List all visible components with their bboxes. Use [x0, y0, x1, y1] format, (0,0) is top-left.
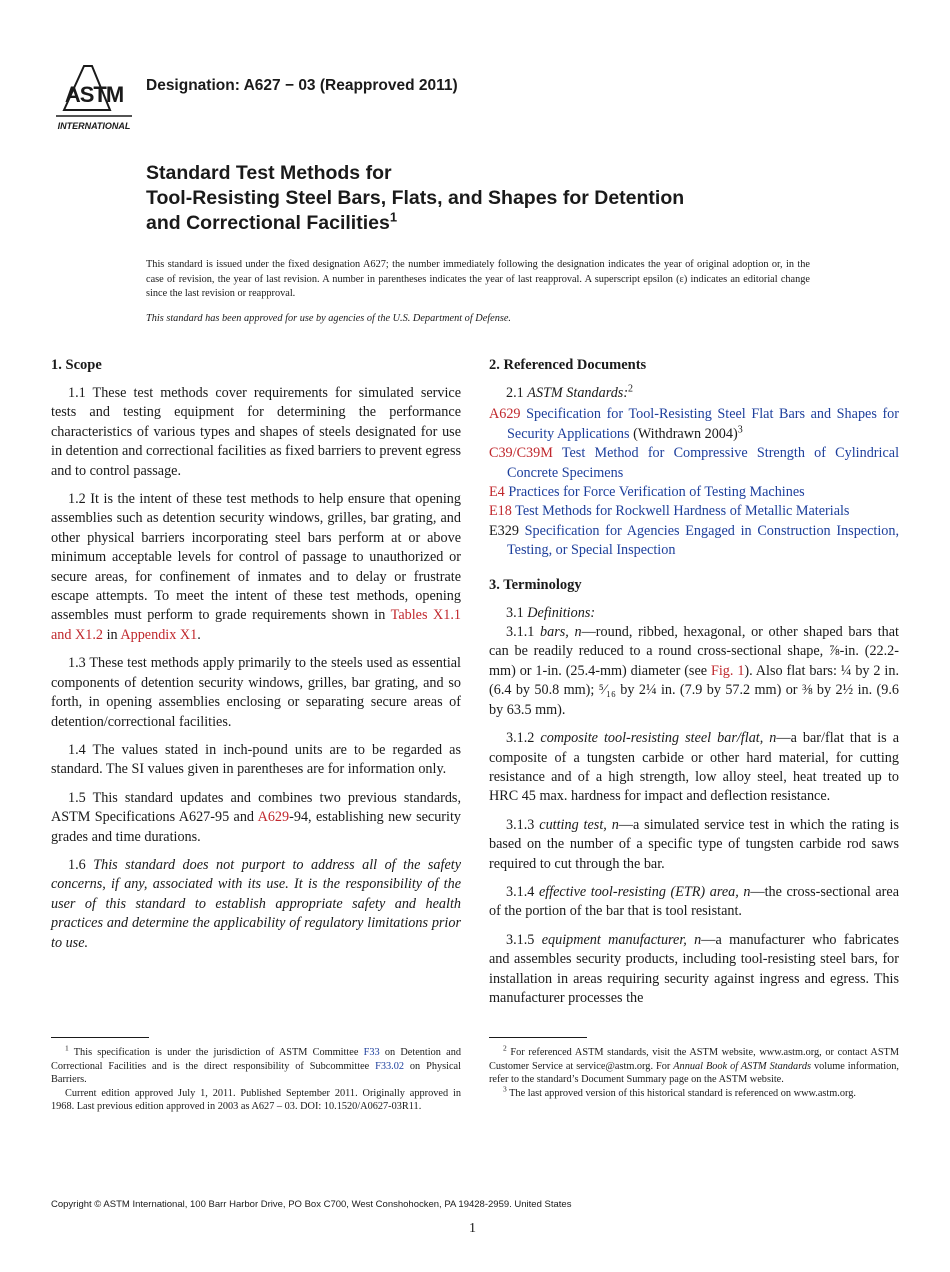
- reference-item: [489, 522, 899, 561]
- ref-title-link[interactable]: Test Methods for Rockwell Hardness of Metallic Materials: [515, 503, 850, 520]
- title-footnote-mark[interactable]: 1: [389, 209, 398, 225]
- f33-02-link[interactable]: F33.02: [375, 1060, 405, 1072]
- f33-link[interactable]: F33: [363, 1047, 380, 1058]
- footnote-2: $^2$ For referenced ASTM standards, visit the ASTM website, www.astm.org, or contact ASTM Customer Service at service@astm.org. For Annual Book of ASTM Standards volume information, refer to the standard’s Document Summary page on the ASTM website.: [489, 1043, 900, 1086]
- footnote-rule-left: [51, 1037, 149, 1038]
- designation: Designation: A627 − 03 (Reapproved 2011): [146, 77, 458, 94]
- ref-code: E329: [489, 522, 519, 539]
- tables-x1-link[interactable]: Tables X1.1 and X1.2: [51, 607, 461, 643]
- term-3-1-4: 3.1.4 effective tool-resisting (ETR) area, n—the cross-sectional area of the portion of the bar that is tool resistant.: [489, 883, 900, 920]
- footnote-1-edition: Current edition approved July 1, 2011. Published September 2011. Originally approved in 1968. Last previous edition approved in 2003 as A627 – 03. DOI: 10.1520/A0627-03R11.: [51, 1087, 461, 1113]
- ref-code-link[interactable]: E18: [489, 503, 512, 520]
- document-title: [146, 161, 846, 236]
- reference-item: [489, 483, 899, 502]
- a629-link[interactable]: A629: [257, 809, 290, 826]
- para-1-5: 1.5 This standard updates and combines two previous standards, ASTM Specifications A627-95 and A629-94, establishing new security grades and time durations.: [51, 789, 461, 845]
- para-1-6: 1.6 This standard does not purport to address all of the safety concerns, if any, associated with its use. It is the responsibility of the user of this standard to establish appropriate safety and health practices and determine the applicability of regulatory limitations prior to use.: [51, 856, 461, 951]
- para-1-3: 1.3 These test methods apply primarily to the steels used as essential components of detention security windows, grilles, bar grating, and so forth, in opening assemblies enclosing or separating secure areas of detention/correctional facilities.: [51, 655, 461, 730]
- svg-text:ASTM: ASTM: [64, 82, 124, 107]
- footnote-rule-right: [489, 1037, 587, 1038]
- reference-item: [489, 502, 899, 521]
- reference-item: [489, 444, 899, 483]
- references-heading: 2. Referenced Documents: [489, 357, 647, 373]
- term-3-1-2: 3.1.2 composite tool-resisting steel bar/flat, n—a bar/flat that is a composite of a tungsten carbide or other hard material, for cutting resistance and of a high strength, low alloy steel, heat treated up to HRC 45 max. hardness for impact and deflection resistance.: [489, 730, 899, 805]
- astm-logo: [52, 58, 136, 132]
- reference-item: A629 Specification for Tool-Resisting Steel Flat Bars and Shapes for Security Applications (Withdrawn 2004)$^3$: [489, 406, 899, 442]
- para-1-2: 1.2 It is the intent of these test methods to help ensure that opening assemblies such as detention security windows, grilles, bar grating, and other physical barriers incorporating steel bars perform at or above minimum acceptable levels for control of passage to unauthorized or secure areas, for confinement of inmates and to delay or frustrate escape attempts. To meet the intent of these test methods, opening assembles must perform to grade requirements shown in Tables X1.1 and X1.2 in Appendix X1.: [51, 491, 461, 643]
- scope-heading: 1. Scope: [51, 357, 102, 373]
- copyright-notice: Copyright © ASTM International, 100 Barr Harbor Drive, PO Box C700, West Conshohocken, PA 19428-2959. United States: [51, 1199, 572, 1210]
- svg-text:INTERNATIONAL: INTERNATIONAL: [57, 121, 131, 131]
- footnote-3: $^3$ The last approved version of this historical standard is referenced on www.astm.org.: [503, 1084, 856, 1099]
- ref-title-link[interactable]: Specification for Agencies Engaged in Construction Inspection, Testing, or Special Inspection: [507, 522, 899, 559]
- ref-code-link[interactable]: E4: [489, 484, 505, 501]
- issuance-notice: This standard is issued under the fixed designation A627; the number immediately following the designation indicates the year of original adoption or, in the case of revision, the year of last revision. A number in parentheses indicates the year of last reapproval. A superscript epsilon (ε) indicates an editorial change since the last revision or reapproval.: [146, 259, 810, 299]
- footnote-1: $^1$ This specification is under the jurisdiction of ASTM Committee F33 on Detention and Correctional Facilities and is the direct responsibility of Subcommittee F33.02 on Physical Barriers.: [51, 1043, 461, 1086]
- ref-code-link[interactable]: C39/C39M: [489, 445, 553, 462]
- ref-title-link[interactable]: Practices for Force Verification of Testing Machines: [508, 484, 805, 501]
- term-3-1-1: 3.1.1 bars, n—round, ribbed, hexagonal, or other shaped bars that can be readily reduced to a round cross-sectional shape, ⅞-in. (22.2-mm) or 1-in. (25.4-mm) diameter (see Fig. 1). Also flat bars: ¼ by 2 in. (6.4 by 50.8 mm); ⁵⁄₁₆ by 2¼ in. (7.9 by 57.2 mm) or ⅜ by 2½ in. (9.6 by 63.5 mm).: [489, 624, 899, 718]
- terminology-heading: 3. Terminology: [489, 576, 582, 593]
- para-1-1: 1.1 These test methods cover requirements for simulated service tests and testing equipment for determining the performance characteristics of various types and shapes of steels designated for use in detention and correctional facilities as fixed barriers to prevent egress and to control passage.: [51, 385, 461, 479]
- ref-title-link[interactable]: Specification for Tool-Resisting Steel Flat Bars and Shapes for Security Applications: [507, 406, 899, 442]
- left-column: [51, 356, 461, 962]
- page-number: 1: [469, 1221, 476, 1236]
- appendix-x1-link[interactable]: Appendix X1: [120, 626, 198, 643]
- term-3-1-5: 3.1.5 equipment manufacturer, n—a manufacturer who fabricates and assembles security products, including tool-resisting steel bars, for installation in areas requiring security against ingress and egress. This manufacturer processes the: [489, 931, 899, 1006]
- ref-code-link[interactable]: A629: [489, 406, 521, 423]
- title-line-2: Tool-Resisting Steel Bars, Flats, and Shapes for Detention: [146, 187, 685, 209]
- term-3-1-3: 3.1.3 cutting test, n—a simulated service test in which the rating is based on the number of a specific type of tungsten carbide rod saws required to cut through the bar.: [489, 816, 900, 872]
- fig-1-link[interactable]: Fig. 1: [710, 662, 745, 679]
- footnotes-right: [489, 1043, 900, 1100]
- title-line-1: Standard Test Methods for: [146, 162, 392, 184]
- astm-standards-subheading: 2.1 ASTM Standards:$^2$: [506, 383, 634, 401]
- para-1-4: 1.4 The values stated in inch-pound units are to be regarded as standard. The SI values given in parentheses are for information only.: [51, 741, 461, 778]
- footnotes-left: [51, 1043, 461, 1114]
- right-column: [489, 356, 899, 1017]
- title-line-3: and Correctional Facilities: [146, 212, 390, 234]
- dod-notice: This standard has been approved for use by agencies of the U.S. Department of Defense.: [146, 313, 512, 324]
- ref-title-link[interactable]: Test Method for Compressive Strength of Cylindrical Concrete Specimens: [507, 445, 900, 481]
- definitions-subheading: 3.1 Definitions:: [506, 604, 596, 621]
